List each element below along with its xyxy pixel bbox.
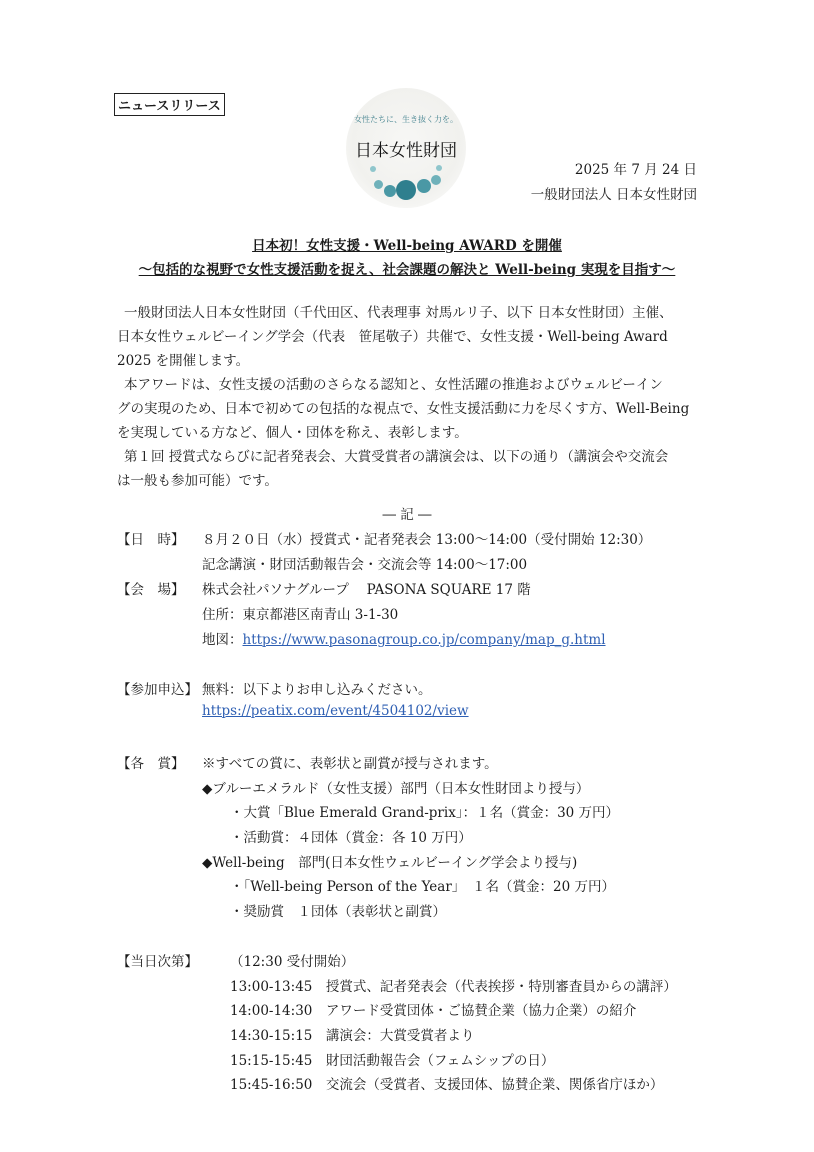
paragraph-line: 2025 を開催します。 bbox=[117, 353, 250, 369]
venue-map-prefix: 地図： bbox=[202, 632, 243, 648]
paragraph-line: を実現している方など、個人・団体を称え、表彰します。 bbox=[117, 425, 468, 441]
paragraph-line: グの実現のため、日本で初めての包括的な視点で、女性支援活動に力を尽くす方、Well-Being bbox=[117, 401, 690, 417]
logo-dot bbox=[431, 175, 441, 185]
schedule-item: 15:15-15:45 財団活動報告会（フェムシップの日） bbox=[230, 1053, 555, 1069]
paragraph-line: 一般財団法人日本女性財団（千代田区、代表理事 対馬ルリ子、以下 日本女性財団）主催、 bbox=[124, 305, 673, 321]
schedule-item: 14:00-14:30 アワード受賞団体・ご協賛企業（協力企業）の紹介 bbox=[230, 1003, 637, 1019]
paragraph-line: 第１回 授賞式ならびに記者発表会、大賞受賞者の講演会は、以下の通り（講演会や交流会 bbox=[124, 449, 669, 465]
apply-text: 無料：以下よりお申し込みください。 bbox=[202, 682, 432, 698]
paragraph-line: 本アワードは、女性支援の活動のさらなる認知と、女性活躍の推進およびウェルビーイン bbox=[124, 377, 663, 393]
venue-map bbox=[202, 628, 606, 648]
awards-item: ・活動賞：４団体（賞金：各 10 万円） bbox=[230, 830, 472, 846]
headline: 日本初！女性支援・Well-being AWARD を開催 bbox=[252, 238, 562, 254]
logo-name: 日本女性財団 bbox=[355, 141, 457, 161]
date-line-2: 記念講演・財団活動報告会・交流会等 14:00〜17:00 bbox=[202, 557, 528, 573]
release-date: 2025 年 7 月 24 日 bbox=[574, 162, 697, 178]
ki-separator: ― 記 ― bbox=[382, 507, 432, 523]
schedule-start: （12:30 受付開始） bbox=[230, 954, 355, 970]
awards-item: ・「Well-being Person of the Year」 １名（賞金：20 万円） bbox=[230, 879, 616, 895]
apply-link[interactable] bbox=[202, 703, 469, 719]
awards-label: 【各 賞】 bbox=[117, 756, 185, 772]
logo-dot bbox=[396, 180, 416, 200]
venue-name: 株式会社パソナグループ PASONA SQUARE 17 階 bbox=[202, 582, 531, 598]
awards-note: ※すべての賞に、表彰状と副賞が授与されます。 bbox=[202, 756, 498, 772]
apply-label: 【参加申込】 bbox=[117, 682, 198, 698]
apply-url[interactable]: https://peatix.com/event/4504102/view bbox=[202, 703, 469, 719]
paragraph-line: 日本女性ウェルビーイング学会（代表 笹尾敬子）共催で、女性支援・Well-being Award bbox=[117, 329, 668, 345]
venue-label: 【会 場】 bbox=[117, 582, 185, 598]
venue-address: 住所：東京都港区南青山 3-1-30 bbox=[202, 607, 399, 623]
awards-item: ・奨励賞 １団体（表彰状と副賞） bbox=[230, 904, 446, 920]
logo-dot bbox=[374, 180, 383, 189]
logo-dot bbox=[436, 165, 442, 171]
news-release-label: ニュースリリース bbox=[114, 93, 225, 116]
schedule-label: 【当日次第】 bbox=[117, 954, 198, 970]
schedule-item: 13:00-13:45 授賞式、記者発表会（代表挨拶・特別審査員からの講評） bbox=[230, 979, 677, 995]
awards-item: ・大賞「Blue Emerald Grand-prix」：１名（賞金：30 万円） bbox=[230, 805, 620, 821]
schedule-item: 15:45-16:50 交流会（受賞者、支援団体、協賛企業、関係省庁ほか） bbox=[230, 1077, 664, 1093]
logo-dot bbox=[384, 185, 396, 197]
logo-dot bbox=[417, 179, 431, 193]
awards-category-2: ◆Well-being 部門(日本女性ウェルビーイング学会より授与) bbox=[202, 855, 578, 871]
date-line-1: ８月２０日（水）授賞式・記者発表会 13:00〜14:00（受付開始 12:30） bbox=[202, 532, 652, 548]
paragraph-intro bbox=[117, 301, 697, 493]
subheadline: 〜包括的な視野で女性支援活動を捉え、社会課題の解決と Well-being 実現を目指す〜 bbox=[138, 262, 676, 278]
logo-dot bbox=[370, 166, 376, 172]
paragraph-line: は一般も参加可能）です。 bbox=[117, 473, 278, 489]
foundation-logo bbox=[346, 88, 466, 208]
venue-map-link[interactable]: https://www.pasonagroup.co.jp/company/map_g.html bbox=[242, 632, 606, 648]
awards-category-1: ◆ブルーエメラルド（女性支援）部門（日本女性財団より授与） bbox=[202, 781, 590, 797]
date-label: 【日 時】 bbox=[117, 532, 185, 548]
logo-tagline: 女性たちに、生き抜く力を。 bbox=[354, 115, 458, 124]
schedule-item: 14:30-15:15 講演会：大賞受賞者より bbox=[230, 1028, 475, 1044]
issuer-name: 一般財団法人 日本女性財団 bbox=[530, 187, 697, 203]
